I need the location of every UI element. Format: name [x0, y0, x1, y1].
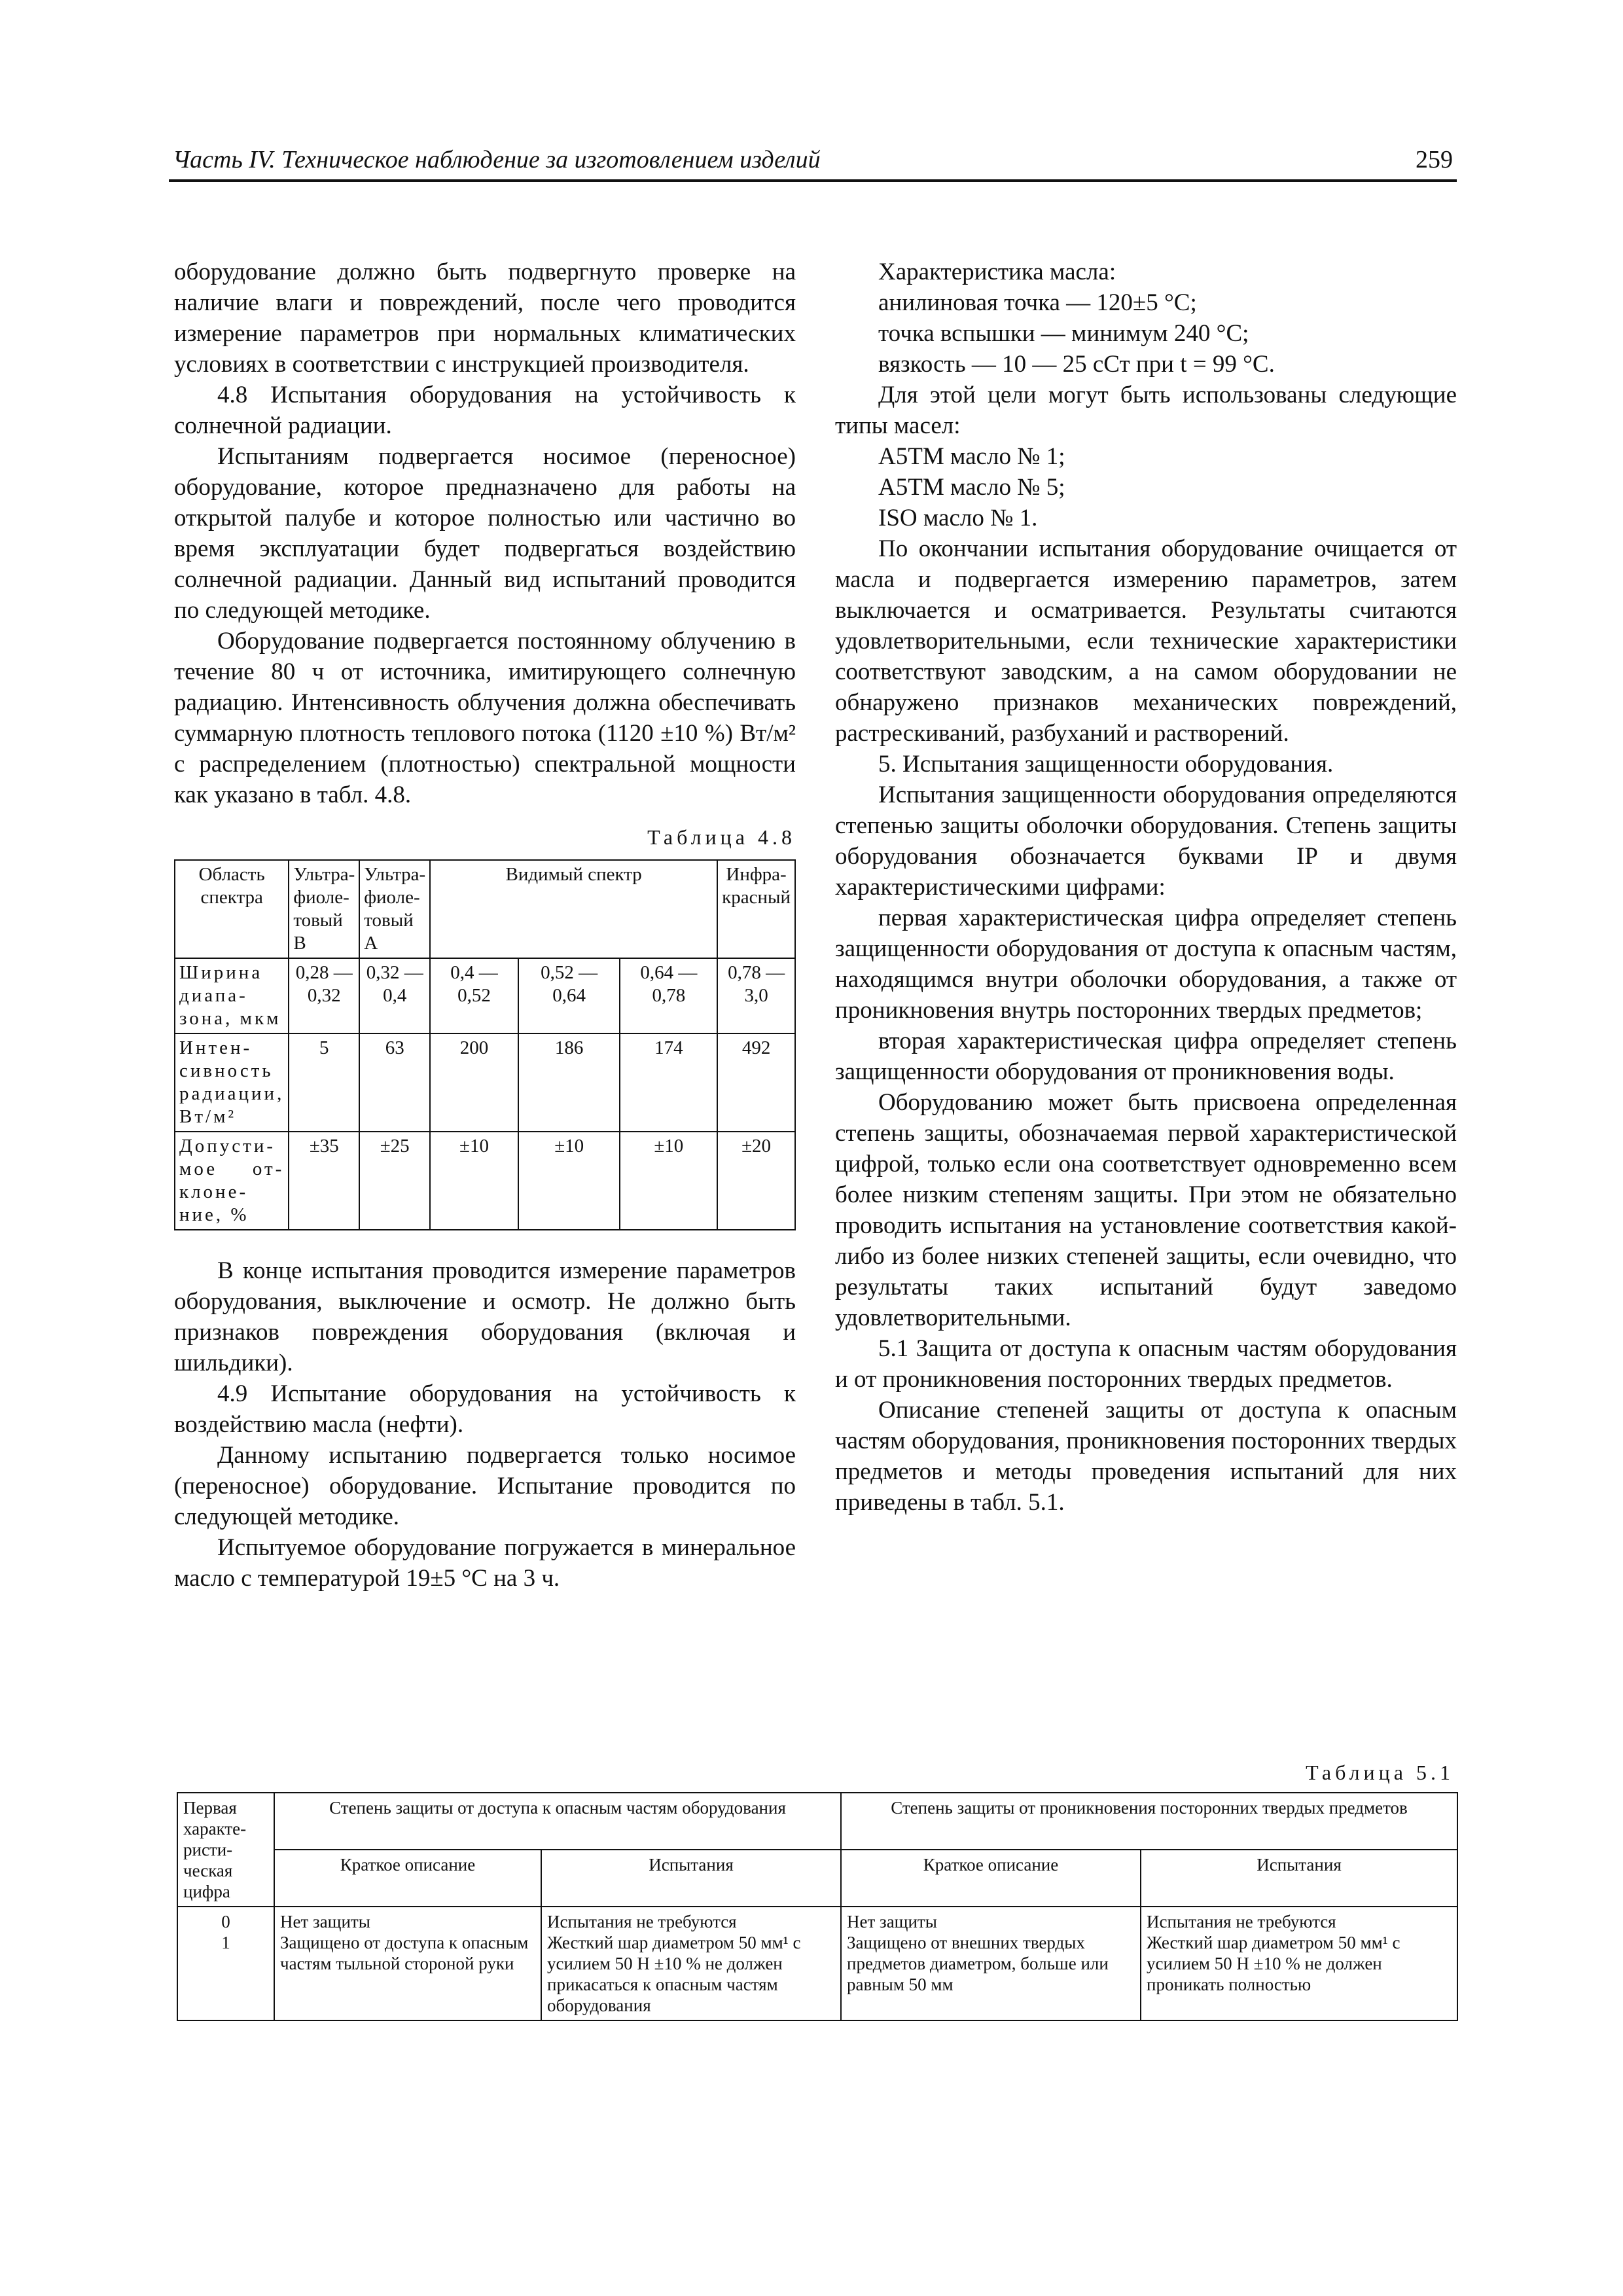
cell-text: Нет защиты [847, 1912, 937, 1931]
cell-text: Испытания не требуются [1147, 1912, 1336, 1931]
table-cell: 0,78 — 3,0 [717, 958, 795, 1033]
paragraph: Оборудованию может быть присвоена определенная степень защиты, обозначаемая первой характеристической цифрой, только если она соответствует одновременно всем более низким степеням защиты. При этом не обязательно проводить испытания на установление соответствия какой-либо из более низких степеней защиты, если очевидно, что результаты таких испытаний будут заведомо удовлетворительными. [835, 1089, 1457, 1331]
header-cell: Степень защиты от проникновения посторонних твердых предметов [841, 1793, 1457, 1850]
header-cell: Испытания [541, 1850, 841, 1907]
header-cell: Инфра-красный [717, 860, 795, 958]
table-cell: 0,28 — 0,32 [289, 958, 359, 1033]
paragraph: Данному испытанию подвергается только носимое (переносное) оборудование. Испытание проводится по следующей методике. [174, 1442, 796, 1530]
right-column [835, 257, 1457, 1518]
table-cell: ±10 [518, 1132, 620, 1230]
header-cell: Краткое описание [274, 1850, 541, 1907]
table-header-row [177, 1850, 1457, 1907]
oil-type: ISO масло № 1. [878, 505, 1038, 531]
table-cell [1141, 1907, 1457, 2020]
paragraph: вторая характеристическая цифра определяет степень защищенности оборудования от проникновения воды. [835, 1028, 1457, 1085]
table-cell [274, 1907, 541, 2020]
table-cell: 0,32 — 0,4 [359, 958, 430, 1033]
paragraph: Оборудование подвергается постоянному облучению в течение 80 ч от источника, имитирующего солнечную радиацию. Интенсивность облучения должна обеспечивать суммарную плотность теплового потока (1120 ±10 %) Вт/м² с распределением (плотностью) спектральной мощности как указано в табл. 4.8. [174, 628, 796, 808]
paragraph: оборудование должно быть подвергнуто проверке на наличие влаги и повреждений, после чего проводится измерение параметров при нормальных климатических условиях в соответствии с инструкцией производителя. [174, 259, 796, 378]
table-cell: 0,4 —0,52 [430, 958, 518, 1033]
oil-characteristics-title: Характеристика масла: [878, 259, 1116, 285]
page-number: 259 [1416, 146, 1453, 173]
table-cell: ±35 [289, 1132, 359, 1230]
table-cell: 200 [430, 1033, 518, 1132]
header-cell: Степень защиты от доступа к опасным частям оборудования [274, 1793, 841, 1850]
table-cell [841, 1907, 1141, 2020]
table-cell: ±25 [359, 1132, 430, 1230]
cell-text: Защищено от доступа к опасным частям тыльной стороной руки [280, 1933, 529, 1973]
paragraph: Испытания защищенности оборудования определяются степенью защиты оболочки оборудования. Степень защиты оборудования обозначается буквами IP и двумя характеристическими цифрами: [835, 781, 1457, 901]
header-cell: Область спектра [175, 860, 289, 958]
oil-type: A5TM масло № 1; [878, 443, 1065, 470]
section-heading-5-1: 5.1 Защита от доступа к опасным частям оборудования и от проникновения посторонних твердых предметов. [835, 1335, 1457, 1393]
section-heading-5: 5. Испытания защищенности оборудования. [878, 751, 1334, 778]
cell-text: Жесткий шар диаметром 50 мм¹ с усилием 50 Н ±10 % не должен проникать полностью [1147, 1933, 1400, 1994]
table-cell: ±20 [717, 1132, 795, 1230]
table-cell: ±10 [620, 1132, 717, 1230]
row-label: Ширина диапа-зона, мкм [175, 958, 289, 1033]
digit: 1 [221, 1933, 230, 1952]
header-cell: Ультра-фиоле-товый А [359, 860, 430, 958]
table-5-1-caption: Таблица 5.1 [1306, 1761, 1454, 1784]
cell-text: Испытания не требуются [547, 1912, 737, 1931]
header-cell: Краткое описание [841, 1850, 1141, 1907]
table-4-8-caption: Таблица 4.8 [647, 825, 796, 849]
paragraph: Для этой цели могут быть использованы следующие типы масел: [835, 382, 1457, 439]
header-cell: Первая характе-ристи-ческая цифра [177, 1793, 274, 1907]
cell-text: Защищено от внешних твердых предметов диаметром, больше или равным 50 мм [847, 1933, 1109, 1994]
table-header-row [175, 860, 795, 958]
section-heading-4-9: 4.9 Испытание оборудования на устойчивость к воздействию масла (нефти). [174, 1380, 796, 1438]
table-cell: 0,52 — 0,64 [518, 958, 620, 1033]
table-5-1 [177, 1792, 1458, 2021]
table-cell: 0,64 —0,78 [620, 958, 717, 1033]
header-cell: Ультра-фиоле-товый B [289, 860, 359, 958]
table-4-8 [174, 859, 796, 1230]
oil-characteristic: точка вспышки — минимум 240 °С; [878, 320, 1249, 347]
paragraph: первая характеристическая цифра определяет степень защищенности оборудования от доступа к опасным частям, находящимся внутри оболочки оборудования, а также от проникновения внутрь посторонних твердых предметов; [835, 905, 1457, 1024]
table-cell: 186 [518, 1033, 620, 1132]
table-cell: 492 [717, 1033, 795, 1132]
table-cell [541, 1907, 841, 2020]
oil-characteristic: анилиновая точка — 120±5 °С; [878, 289, 1197, 316]
paragraph: В конце испытания проводится измерение параметров оборудования, выключение и осмотр. Не должно быть признаков повреждения оборудования (включая и шильдики). [174, 1257, 796, 1376]
section-heading-4-8: 4.8 Испытания оборудования на устойчивость к солнечной радиации. [174, 382, 796, 439]
paragraph: Испытаниям подвергается носимое (переносное) оборудование, которое предназначено для работы на открытой палубе и которое полностью или частично во время эксплуатации будет подвергаться воздействию солнечной радиации. Данный вид испытаний проводится по следующей методике. [174, 443, 796, 624]
row-label: Допусти-мое от-клоне-ние, % [175, 1132, 289, 1230]
table-row [175, 1033, 795, 1132]
table-cell [177, 1907, 274, 2020]
left-column [174, 257, 796, 1594]
running-title: Часть IV. Техническое наблюдение за изготовлением изделий [173, 146, 821, 173]
table-row [177, 1907, 1457, 2020]
header-cell: Видимый спектр [430, 860, 717, 958]
table-cell: 5 [289, 1033, 359, 1132]
header-cell: Испытания [1141, 1850, 1457, 1907]
table-header-row [177, 1793, 1457, 1850]
oil-type: A5TM масло № 5; [878, 474, 1065, 501]
table-cell: ±10 [430, 1132, 518, 1230]
table-row [175, 1132, 795, 1230]
paragraph: По окончании испытания оборудование очищается от масла и подвергается измерению параметров, затем выключается и осматривается. Результаты считаются удовлетворительными, если технические характеристики соответствуют заводским, а на самом оборудовании не обнаружено признаков механических повреждений, растрескиваний, разбуханий и растворений. [835, 535, 1457, 747]
cell-text: Жесткий шар диаметром 50 мм¹ с усилием 50 Н ±10 % не должен прикасаться к опасным частям оборудования [547, 1933, 801, 2015]
row-label: Интен-сивность радиации, Вт/м² [175, 1033, 289, 1132]
table-cell: 174 [620, 1033, 717, 1132]
oil-characteristic: вязкость — 10 — 25 сСт при t = 99 °С. [878, 351, 1275, 378]
paragraph: Испытуемое оборудование погружается в минеральное масло с температурой 19±5 °С на 3 ч. [174, 1534, 796, 1592]
digit: 0 [221, 1912, 230, 1931]
cell-text: Нет защиты [280, 1912, 370, 1931]
page-header [169, 139, 1457, 182]
paragraph: Описание степеней защиты от доступа к опасным частям оборудования, проникновения посторонних твердых предметов и методы проведения испытаний для них приведены в табл. 5.1. [835, 1397, 1457, 1516]
table-row [175, 958, 795, 1033]
table-cell: 63 [359, 1033, 430, 1132]
